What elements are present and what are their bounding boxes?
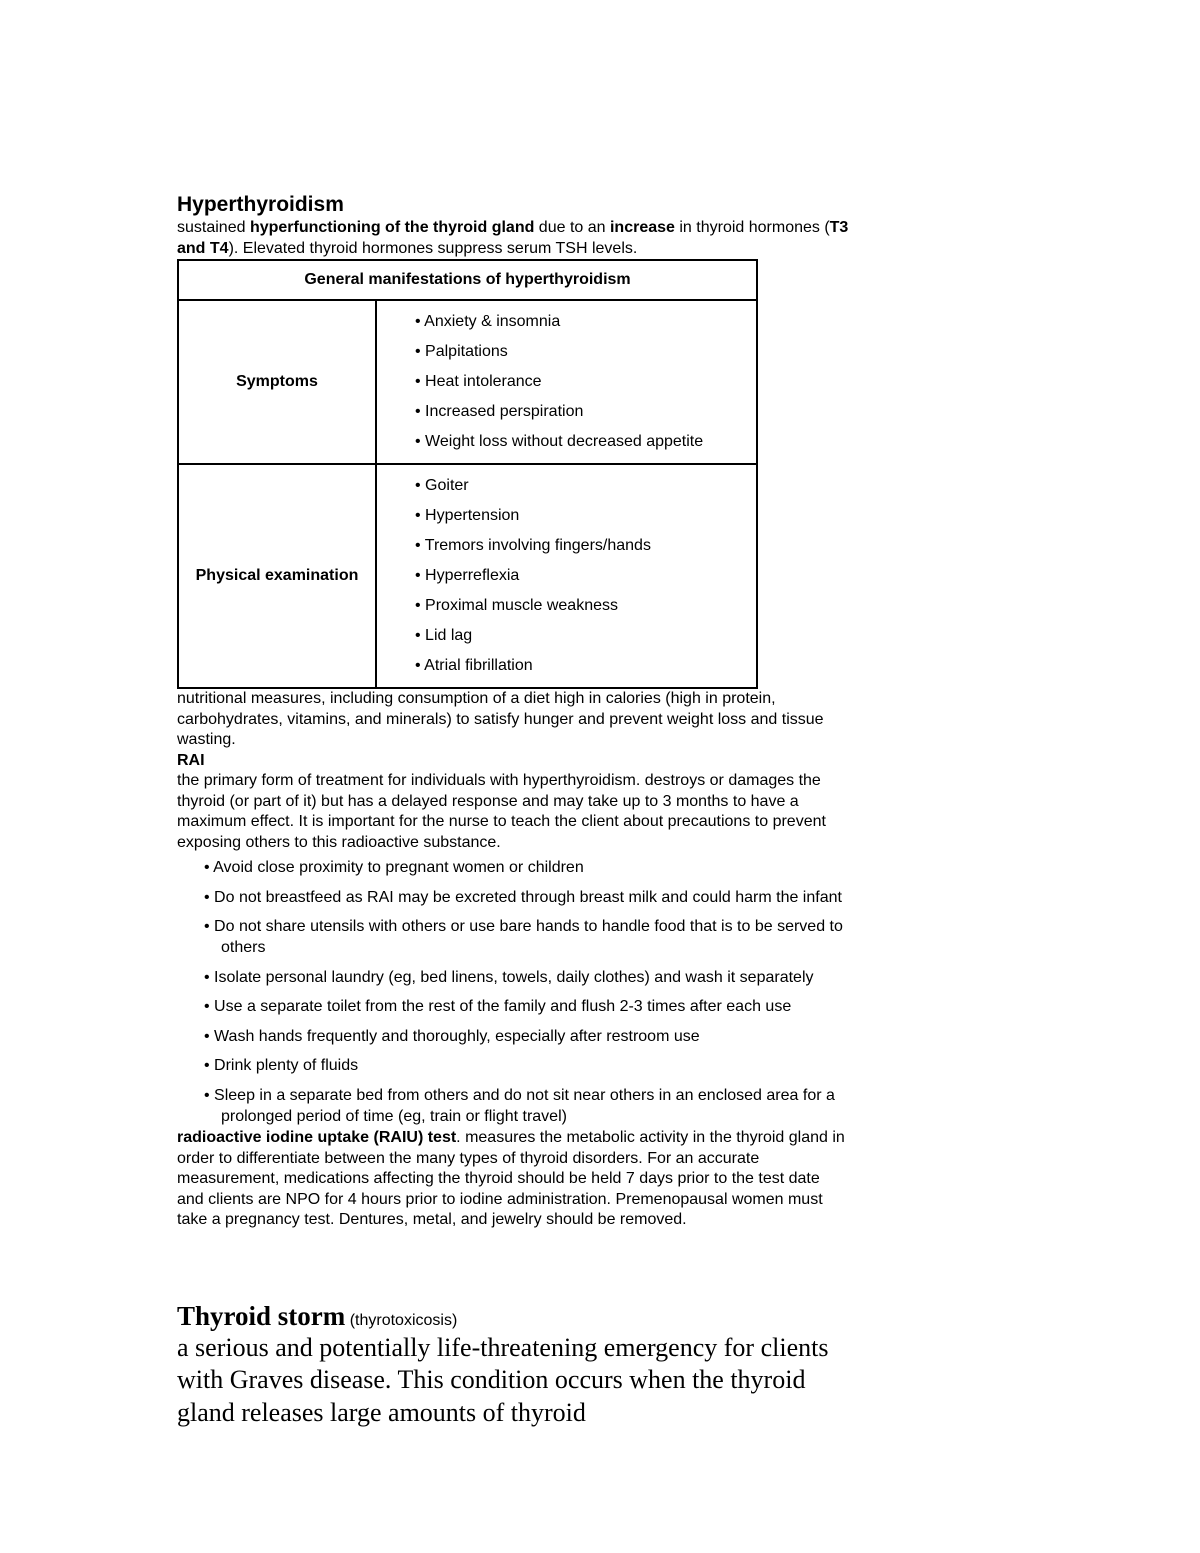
thyroid-storm-body: a serious and potentially life-threatening emergency for clients with Graves disease. This condition occurs when the thyroid gland releases large amounts of thyroid <box>177 1332 829 1427</box>
table-header: General manifestations of hyperthyroidism <box>178 260 757 300</box>
list-item: • Increased perspiration <box>415 403 584 420</box>
raiu-term: radioactive iodine uptake (RAIU) test <box>177 1129 457 1146</box>
rai-precautions <box>177 857 867 1127</box>
list-item: • Do not share utensils with others or use bare hands to handle food that is to be served to others <box>204 918 843 956</box>
row-label-physical-exam: Physical examination <box>178 464 376 688</box>
document-content <box>177 192 867 1429</box>
def-part: due to an <box>534 219 610 236</box>
nutrition-paragraph: nutritional measures, including consumption of a diet high in calories (high in protein, carbohydrates, vitamins, and minerals) to satisfy hunger and prevent weight loss and tissue wasting. <box>177 690 824 748</box>
def-part-bold: increase <box>609 219 675 236</box>
def-part: ). Elevated thyroid hormones suppress serum TSH levels. <box>228 239 638 257</box>
rai-paragraph: the primary form of treatment for individuals with hyperthyroidism. destroys or damages the thyroid (or part of it) but has a delayed response and may take up to 3 months to have a maximum effect. It is important for the nurse to teach the client about precautions to prevent exposing others to this radioactive substance. <box>177 772 826 851</box>
def-part: sustained <box>177 219 250 236</box>
list-item: • Weight loss without decreased appetite <box>415 433 704 450</box>
list-item: • Drink plenty of fluids <box>204 1057 359 1074</box>
def-part-bold: hyperfunctioning of the thyroid gland <box>249 219 535 236</box>
manifestations-table <box>177 259 758 689</box>
raiu-paragraph <box>177 1128 847 1231</box>
hyperthyroidism-heading: Hyperthyroidism <box>177 193 344 216</box>
symptoms-list <box>415 307 756 457</box>
physical-exam-list <box>415 471 756 681</box>
list-item: • Palpitations <box>415 343 508 360</box>
list-item: • Lid lag <box>415 627 473 644</box>
list-item: • Tremors involving fingers/hands <box>415 537 651 554</box>
table-row <box>178 300 757 464</box>
row-label-symptoms: Symptoms <box>178 300 376 464</box>
list-item: • Hyperreflexia <box>415 567 520 584</box>
list-item: • Avoid close proximity to pregnant women or children <box>204 859 584 876</box>
thyroid-storm-heading <box>177 1301 867 1332</box>
list-item: • Proximal muscle weakness <box>415 597 618 614</box>
list-item: • Sleep in a separate bed from others and do not sit near others in an enclosed area for a prolonged period of time (eg, train or flight travel) <box>204 1086 835 1125</box>
list-item: • Anxiety & insomnia <box>415 313 561 330</box>
list-item: • Atrial fibrillation <box>415 657 533 674</box>
table-row <box>178 464 757 688</box>
thyroid-storm-title: Thyroid storm <box>177 1300 346 1331</box>
list-item: • Heat intolerance <box>415 373 542 390</box>
thyroid-storm-subtitle: (thyrotoxicosis) <box>345 1311 458 1329</box>
rai-heading: RAI <box>177 751 205 769</box>
list-item: • Goiter <box>415 477 469 494</box>
def-part-bold: T3 and T4 <box>177 219 849 257</box>
def-part: in thyroid hormones ( <box>674 219 830 236</box>
raiu-text: . measures the metabolic activity in the thyroid gland in order to differentiate between the many types of thyroid disorders. For an accurate measurement, medications affecting the thyroid should be held 7 days prior to the test date and clients are NPO for 4 hours prior to iodine administration. Premenopausal women must take a pregnancy test. Dentures, metal, and jewelry should be removed. <box>177 1129 845 1228</box>
list-item: • Wash hands frequently and thoroughly, especially after restroom use <box>204 1027 700 1045</box>
physical-exam-list-cell <box>376 464 757 688</box>
list-item: • Isolate personal laundry (eg, bed linens, towels, daily clothes) and wash it separately <box>204 968 814 986</box>
list-item: • Hypertension <box>415 507 520 524</box>
list-item: • Do not breastfeed as RAI may be excreted through breast milk and could harm the infant <box>204 888 842 906</box>
hyperthyroidism-definition <box>177 218 867 259</box>
symptoms-list-cell <box>376 300 757 464</box>
list-item: • Use a separate toilet from the rest of the family and flush 2-3 times after each use <box>204 998 792 1015</box>
